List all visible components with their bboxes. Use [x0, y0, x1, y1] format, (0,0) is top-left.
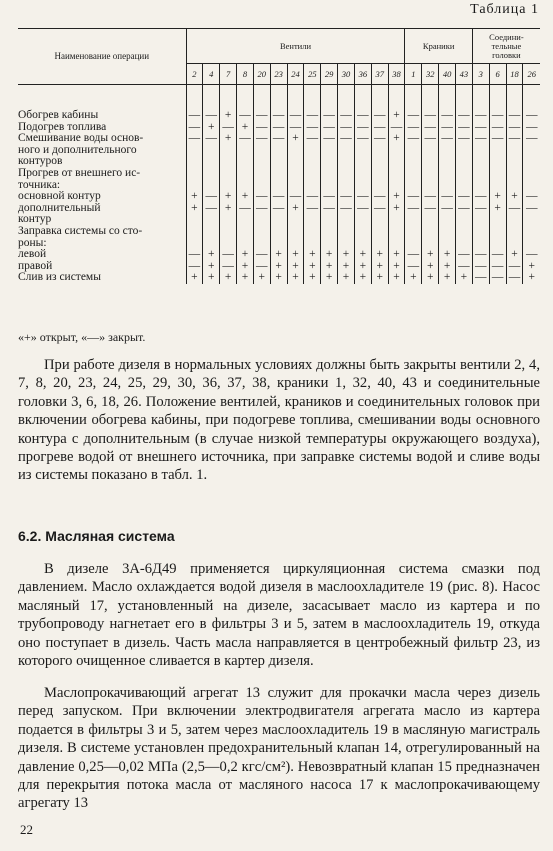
state-cell: — — [304, 203, 321, 226]
state-cell: — — [338, 122, 355, 134]
state-cell: — — [354, 85, 371, 122]
state-cell: — — [422, 191, 439, 203]
state-cell — [237, 168, 254, 191]
column-number: 38 — [388, 64, 405, 85]
operation-name: Заправка системы со сто- роны: — [18, 224, 143, 249]
state-cell: — — [405, 133, 422, 168]
column-number: 26 — [523, 64, 540, 85]
state-cell: — — [253, 122, 270, 134]
state-cell: — — [253, 191, 270, 203]
state-cell — [371, 226, 388, 249]
state-cell — [456, 226, 473, 249]
state-cell: — — [489, 85, 506, 122]
state-cell: — — [287, 191, 304, 203]
state-cell: + — [203, 249, 220, 261]
state-cell: + — [220, 85, 237, 122]
state-cell: — — [472, 191, 489, 203]
state-cell: — — [439, 203, 456, 226]
state-cell: + — [304, 249, 321, 261]
state-cell: — — [388, 122, 405, 134]
state-cell: — — [506, 272, 523, 284]
state-cell: + — [203, 261, 220, 273]
column-number: 2 — [186, 64, 203, 85]
state-cell: — — [321, 191, 338, 203]
column-number: 30 — [338, 64, 355, 85]
state-cell: + — [422, 272, 439, 284]
state-cell: + — [456, 272, 473, 284]
state-cell: — — [287, 85, 304, 122]
state-cell — [321, 226, 338, 249]
state-cell — [220, 168, 237, 191]
column-number: 37 — [371, 64, 388, 85]
state-cell: + — [439, 272, 456, 284]
column-number: 6 — [489, 64, 506, 85]
state-cell: — — [405, 261, 422, 273]
state-cell: + — [422, 261, 439, 273]
column-number: 29 — [321, 64, 338, 85]
state-cell: — — [186, 85, 203, 122]
state-cell — [237, 226, 254, 249]
operation-name: Слив из системы — [18, 271, 101, 284]
state-cell: — — [338, 133, 355, 168]
column-number: 40 — [439, 64, 456, 85]
operation-name: дополнительный контур — [18, 201, 101, 226]
table-legend: «+» открыт, «—» закрыт. — [18, 330, 146, 344]
state-cell — [472, 226, 489, 249]
state-cell — [354, 226, 371, 249]
state-cell: + — [439, 249, 456, 261]
state-cell: + — [321, 272, 338, 284]
state-cell: — — [270, 85, 287, 122]
state-cell: — — [354, 133, 371, 168]
state-cell: — — [203, 133, 220, 168]
state-cell: + — [388, 203, 405, 226]
state-cell: — — [304, 122, 321, 134]
state-cell: — — [405, 191, 422, 203]
state-cell: + — [354, 261, 371, 273]
state-cell: + — [304, 261, 321, 273]
state-cell — [203, 226, 220, 249]
state-cell: + — [388, 272, 405, 284]
state-cell: + — [523, 261, 540, 273]
state-cell: + — [220, 133, 237, 168]
state-cell: — — [456, 85, 473, 122]
state-cell: — — [422, 203, 439, 226]
state-cell — [304, 168, 321, 191]
state-cell — [371, 168, 388, 191]
state-cell: — — [439, 133, 456, 168]
table-row — [18, 272, 540, 284]
state-cell: — — [405, 122, 422, 134]
state-cell: — — [489, 249, 506, 261]
state-cell: — — [321, 203, 338, 226]
state-cell: — — [203, 85, 220, 122]
state-cell: — — [405, 85, 422, 122]
state-cell: + — [388, 133, 405, 168]
state-cell — [422, 168, 439, 191]
state-cell: + — [405, 272, 422, 284]
column-group-header: Вентили — [186, 29, 405, 64]
state-cell: + — [388, 249, 405, 261]
state-cell: — — [523, 249, 540, 261]
state-cell: + — [237, 249, 254, 261]
state-cell: — — [422, 85, 439, 122]
state-cell — [270, 226, 287, 249]
state-cell: — — [472, 272, 489, 284]
state-cell: — — [186, 261, 203, 273]
state-cell: — — [354, 122, 371, 134]
state-cell: — — [506, 261, 523, 273]
state-cell: + — [287, 272, 304, 284]
table-caption: Таблица 1 — [470, 2, 539, 17]
column-number: 1 — [405, 64, 422, 85]
state-cell: — — [523, 85, 540, 122]
state-cell: — — [321, 133, 338, 168]
column-number: 36 — [354, 64, 371, 85]
state-cell: + — [287, 133, 304, 168]
state-cell: — — [489, 261, 506, 273]
state-cell — [456, 168, 473, 191]
state-cell: — — [203, 191, 220, 203]
state-cell — [304, 226, 321, 249]
state-cell: — — [439, 191, 456, 203]
state-cell: + — [237, 122, 254, 134]
state-cell: + — [388, 261, 405, 273]
state-cell — [422, 226, 439, 249]
column-number: 7 — [220, 64, 237, 85]
state-cell: — — [287, 122, 304, 134]
state-cell — [338, 168, 355, 191]
column-number: 32 — [422, 64, 439, 85]
state-cell: — — [456, 133, 473, 168]
state-cell: — — [506, 85, 523, 122]
state-cell: — — [472, 122, 489, 134]
state-cell: + — [186, 272, 203, 284]
column-number: 20 — [253, 64, 270, 85]
state-cell — [489, 168, 506, 191]
state-cell: + — [338, 272, 355, 284]
state-cell: — — [253, 203, 270, 226]
state-cell: — — [523, 133, 540, 168]
column-number: 24 — [287, 64, 304, 85]
state-cell — [439, 168, 456, 191]
state-cell: — — [489, 272, 506, 284]
state-cell: — — [472, 133, 489, 168]
column-group-header: Краники — [405, 29, 472, 64]
section-heading: 6.2. Масляная система — [18, 528, 175, 544]
state-cell: + — [203, 122, 220, 134]
paragraph-oil-system: В дизеле 3А-6Д49 применяется циркуляционная система смазки под давлением. Масло охлаждается водой дизеля в маслоохладителе 19 (рис. 8). Насос масляный 17, установленный на дизеле, засасывает масло из картера и по трубопроводу нагнетает его в фильтры 3 и 5, затем в маслоохладитель 19, откуда оно поступает в дизель. Часть масла направляется в центробежный фильтр 23, из которого очищенное сливается в картер дизеля. — [18, 561, 540, 670]
state-cell: + — [371, 272, 388, 284]
state-cell — [405, 226, 422, 249]
state-cell: — — [371, 85, 388, 122]
operation-name-header: Наименование операции — [18, 29, 186, 85]
state-cell: — — [523, 122, 540, 134]
state-cell: + — [371, 249, 388, 261]
state-cell — [321, 168, 338, 191]
state-cell — [287, 168, 304, 191]
state-cell: — — [321, 122, 338, 134]
column-number: 25 — [304, 64, 321, 85]
state-cell: — — [338, 203, 355, 226]
table-row — [18, 85, 540, 122]
state-cell — [388, 168, 405, 191]
state-cell: + — [321, 261, 338, 273]
state-cell: + — [354, 272, 371, 284]
state-cell: — — [270, 203, 287, 226]
state-cell: + — [220, 203, 237, 226]
state-cell: + — [287, 249, 304, 261]
state-cell: + — [304, 272, 321, 284]
state-cell: — — [456, 191, 473, 203]
table-row — [18, 133, 540, 168]
state-cell: + — [489, 203, 506, 226]
table-row — [18, 191, 540, 203]
state-cell: — — [203, 203, 220, 226]
state-cell — [338, 226, 355, 249]
page-number: 22 — [20, 822, 33, 837]
state-cell: + — [270, 272, 287, 284]
state-cell: + — [220, 272, 237, 284]
state-cell: — — [220, 249, 237, 261]
state-cell: — — [456, 261, 473, 273]
state-cell: — — [253, 85, 270, 122]
state-cell: — — [472, 261, 489, 273]
state-cell: — — [304, 191, 321, 203]
state-cell — [489, 226, 506, 249]
column-number: 4 — [203, 64, 220, 85]
column-group-header: Соедини- тельные головки — [472, 29, 540, 64]
state-cell: — — [237, 85, 254, 122]
state-cell — [506, 226, 523, 249]
state-cell: — — [456, 203, 473, 226]
state-cell: — — [523, 203, 540, 226]
state-cell: + — [338, 261, 355, 273]
state-cell: — — [220, 261, 237, 273]
state-cell — [186, 226, 203, 249]
paragraph-oil-pump-unit: Маслопрокачивающий агрегат 13 служит для прокачки масла через дизель перед запуском. При включении электродвигателя агрегата масло из картера подается в фильтры 3 и 5, затем через маслоохладитель 19 в масляную магистраль дизеля. В системе установлен предохранительный клапан 14, отрегулированный на давление 0,25—0,02 МПа (2,5—0,2 кгс/см²). Невозвратный клапан 15 предназначен для перекрытия потока масла от масляного насоса 17 к маслопрокачивающему агрегату 13 — [18, 685, 540, 812]
column-number: 18 — [506, 64, 523, 85]
state-cell: — — [371, 203, 388, 226]
state-cell: — — [456, 122, 473, 134]
operation-name: Подогрев топлива — [18, 120, 107, 133]
state-cell: — — [270, 122, 287, 134]
state-cell: + — [270, 249, 287, 261]
state-cell: — — [186, 122, 203, 134]
state-cell: — — [220, 122, 237, 134]
state-cell: + — [203, 272, 220, 284]
state-cell: + — [388, 191, 405, 203]
state-cell: + — [270, 261, 287, 273]
state-cell: — — [472, 85, 489, 122]
state-cell — [405, 168, 422, 191]
state-cell: — — [422, 122, 439, 134]
paragraph-valves: При работе дизеля в нормальных условиях должны быть закрыты вентили 2, 4, 7, 8, 20, 23, 24, 25, 29, 30, 36, 37, 38, краники 1, 32, 40, 43 и соединительные головки 3, 6, 18, 26. Положение вентилей, краников и соединительных головок при включении обогрева кабины, при подогреве топлива, смешивании воды основного контура с дополнительным (в случае низкой температуры окружающего воздуха), прогреве водой от внешнего источника, при заправке системы водой и сливе воды из системы показано в табл. 1. — [18, 357, 540, 484]
state-cell: — — [506, 122, 523, 134]
state-cell: + — [237, 191, 254, 203]
state-cell: + — [186, 191, 203, 203]
state-cell: — — [338, 191, 355, 203]
state-cell: — — [354, 191, 371, 203]
state-cell: + — [321, 249, 338, 261]
state-cell: — — [253, 261, 270, 273]
state-cell: — — [506, 203, 523, 226]
state-cell: — — [237, 133, 254, 168]
state-cell: — — [489, 122, 506, 134]
state-cell — [439, 226, 456, 249]
state-cell — [506, 168, 523, 191]
state-cell: + — [237, 272, 254, 284]
operation-name: правой — [18, 259, 53, 272]
state-cell: — — [338, 85, 355, 122]
state-cell — [388, 226, 405, 249]
state-cell: + — [439, 261, 456, 273]
state-cell: + — [388, 85, 405, 122]
state-cell — [523, 168, 540, 191]
state-cell: — — [354, 203, 371, 226]
state-cell: + — [489, 191, 506, 203]
state-cell: — — [405, 203, 422, 226]
state-cell: — — [506, 133, 523, 168]
state-cell: — — [472, 249, 489, 261]
state-cell: — — [456, 249, 473, 261]
column-number: 8 — [237, 64, 254, 85]
state-cell: + — [338, 249, 355, 261]
state-cell: — — [321, 85, 338, 122]
table-row — [18, 249, 540, 261]
state-cell — [523, 226, 540, 249]
state-cell: — — [237, 203, 254, 226]
state-cell — [354, 168, 371, 191]
state-cell: + — [371, 261, 388, 273]
state-cell: + — [287, 261, 304, 273]
state-cell: — — [270, 191, 287, 203]
state-cell: — — [371, 191, 388, 203]
state-cell — [472, 168, 489, 191]
state-cell: — — [371, 133, 388, 168]
state-cell: + — [506, 249, 523, 261]
state-cell — [270, 168, 287, 191]
state-cell: + — [253, 272, 270, 284]
state-cell: — — [439, 122, 456, 134]
state-cell: — — [371, 122, 388, 134]
operation-name: Прогрев от внешнего ис- точника: — [18, 166, 141, 191]
state-cell — [186, 168, 203, 191]
operation-name: левой — [18, 248, 47, 261]
column-number: 3 — [472, 64, 489, 85]
operation-name: Смешивание воды основ- ного и дополнительного контуров — [18, 132, 144, 168]
operation-name: основной контур — [18, 190, 101, 203]
state-cell — [203, 168, 220, 191]
state-cell — [253, 168, 270, 191]
state-cell: + — [523, 272, 540, 284]
state-cell: — — [523, 191, 540, 203]
state-cell — [287, 226, 304, 249]
state-cell: + — [237, 261, 254, 273]
column-number: 23 — [270, 64, 287, 85]
state-cell: — — [253, 249, 270, 261]
state-cell: + — [287, 203, 304, 226]
table-row — [18, 226, 540, 249]
state-cell: — — [422, 133, 439, 168]
state-cell: — — [304, 133, 321, 168]
operations-table — [18, 28, 540, 284]
state-cell: — — [253, 133, 270, 168]
table-row — [18, 203, 540, 226]
state-cell: + — [220, 191, 237, 203]
state-cell: + — [506, 191, 523, 203]
state-cell: — — [439, 85, 456, 122]
state-cell: — — [304, 85, 321, 122]
state-cell: — — [186, 133, 203, 168]
state-cell: — — [270, 133, 287, 168]
state-cell: + — [186, 203, 203, 226]
state-cell: — — [405, 249, 422, 261]
state-cell: — — [472, 203, 489, 226]
state-cell: + — [354, 249, 371, 261]
operation-name: Обогрев кабины — [18, 109, 99, 121]
state-cell — [220, 226, 237, 249]
column-number: 43 — [456, 64, 473, 85]
state-cell — [253, 226, 270, 249]
table-row — [18, 168, 540, 191]
state-cell: + — [422, 249, 439, 261]
state-cell: — — [489, 133, 506, 168]
state-cell: — — [186, 249, 203, 261]
